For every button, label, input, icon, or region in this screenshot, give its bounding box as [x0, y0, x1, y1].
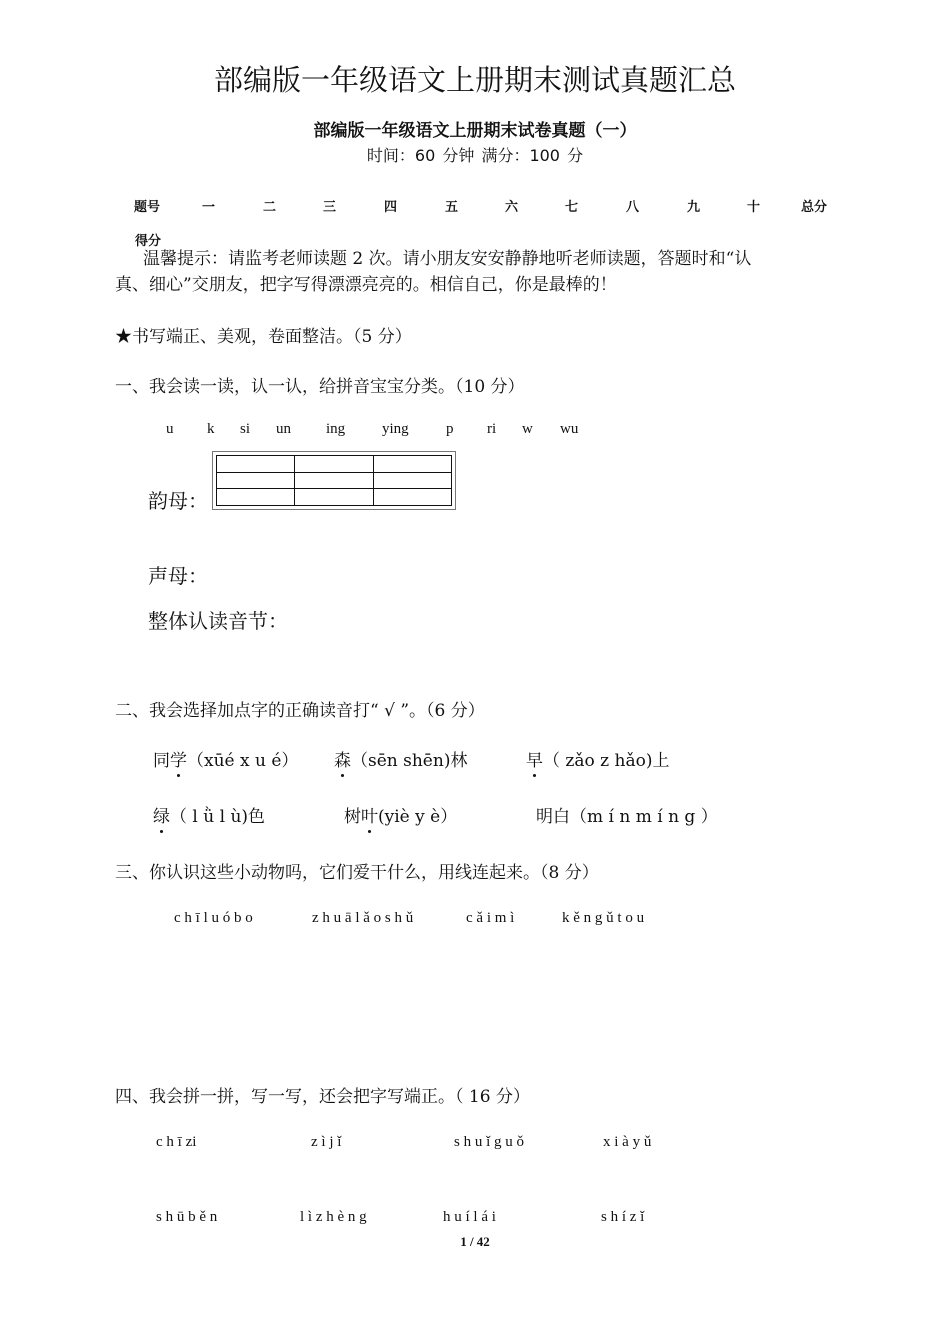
score-header-col: 四	[384, 200, 398, 215]
word-pinyin: s h í z ǐ	[601, 1209, 645, 1225]
tip-line-2: 真、细心”交朋友，把字写得漂漂亮亮的。相信自己，你是最棒的！	[115, 275, 617, 295]
answer-grid[interactable]	[212, 451, 456, 510]
exam-subtitle: 部编版一年级语文上册期末试卷真题（一）	[313, 121, 637, 141]
dotted-char: 学	[170, 746, 187, 771]
choice-char: 同	[153, 751, 170, 771]
syllable: k	[207, 421, 215, 437]
choice-item[interactable]	[334, 746, 467, 771]
choice-item[interactable]	[153, 746, 298, 771]
score-row-label: 得分	[135, 234, 162, 249]
choice-item[interactable]	[536, 802, 718, 827]
exam-info: 时间：60 分钟 满分：100 分	[366, 146, 584, 165]
neat-writing-instruction: ★书写端正、美观，卷面整洁。（5 分）	[115, 327, 412, 347]
question-1-title: 一、我会读一读，认一认，给拼音宝宝分类。（10 分）	[115, 377, 525, 397]
dotted-char: 绿	[153, 802, 170, 827]
syllable: p	[446, 421, 454, 437]
dotted-char: 早	[526, 746, 543, 771]
syllable: w	[522, 421, 533, 437]
syllable: ying	[382, 421, 409, 437]
whole-syllables-label: 整体认读音节：	[148, 609, 288, 633]
score-header-col: 十	[747, 200, 761, 215]
word-pinyin: l ì z h è n g	[300, 1209, 367, 1225]
word-pinyin: c h ī zi	[156, 1134, 197, 1150]
score-header-col: 五	[445, 200, 459, 215]
question-4-title: 四、我会拼一拼，写一写，还会把字写端正。（ 16 分）	[115, 1087, 530, 1107]
score-header-total: 总分	[801, 200, 828, 215]
choice-pinyin: （ l ǜ l ù)色	[170, 807, 266, 827]
score-header-col: 七	[565, 200, 579, 215]
animal-pinyin: c h ī l u ó b o	[174, 910, 253, 926]
page-number: 1 / 42	[460, 1234, 490, 1249]
score-header-col: 九	[687, 200, 701, 215]
word-pinyin: x i à y ǔ	[603, 1134, 652, 1150]
word-pinyin: z ì j ǐ	[311, 1134, 342, 1150]
choice-pinyin: 白（m í n m í n g ）	[553, 807, 718, 827]
word-pinyin: s h ū b ě n	[156, 1209, 218, 1225]
animal-pinyin: k ě n g ǔ t o u	[562, 910, 645, 926]
score-header-col: 三	[323, 200, 337, 215]
choice-item[interactable]	[344, 802, 457, 827]
dotted-char: 森	[334, 746, 351, 771]
choice-char: 明	[536, 807, 553, 827]
word-pinyin: s h u ǐ g u ǒ	[454, 1134, 525, 1150]
choice-item[interactable]	[153, 802, 265, 827]
initials-label: 声母：	[148, 564, 208, 588]
syllable: wu	[560, 421, 579, 437]
score-header-col: 一	[202, 200, 216, 215]
syllable: ing	[326, 421, 346, 437]
score-header-col: 八	[626, 200, 640, 215]
choice-pinyin: （sēn shēn)林	[351, 751, 468, 771]
syllable: si	[240, 421, 251, 437]
question-2-title: 二、我会选择加点字的正确读音打“ √ ”。（6 分）	[115, 701, 485, 721]
choice-pinyin: （xūé x u é）	[187, 751, 299, 771]
syllable: un	[276, 421, 291, 437]
score-header-col: 二	[263, 200, 277, 215]
score-header-col: 六	[505, 200, 519, 215]
animal-pinyin: z h u ā l ǎ o s h ǔ	[312, 910, 414, 926]
syllable: u	[166, 421, 174, 437]
choice-item[interactable]	[526, 746, 669, 771]
choice-char: 树	[344, 807, 361, 827]
finals-label: 韵母：	[148, 489, 208, 513]
choice-pinyin: （ zǎo z hǎo)上	[543, 751, 670, 771]
animal-pinyin: c ǎ i m ì	[466, 910, 515, 926]
tip-line-1: 温馨提示：请监考老师读题 2 次。请小朋友安安静静地听老师读题，答题时和“认	[143, 249, 752, 269]
syllable: ri	[487, 421, 497, 437]
word-pinyin: h u í l á i	[443, 1209, 496, 1225]
main-title: 部编版一年级语文上册期末测试真题汇总	[213, 63, 736, 97]
choice-pinyin: (yiè y è）	[378, 807, 458, 827]
dotted-char: 叶	[361, 802, 378, 827]
score-header-label: 题号	[134, 200, 161, 215]
question-3-title: 三、你认识这些小动物吗，它们爱干什么，用线连起来。（8 分）	[115, 863, 599, 883]
